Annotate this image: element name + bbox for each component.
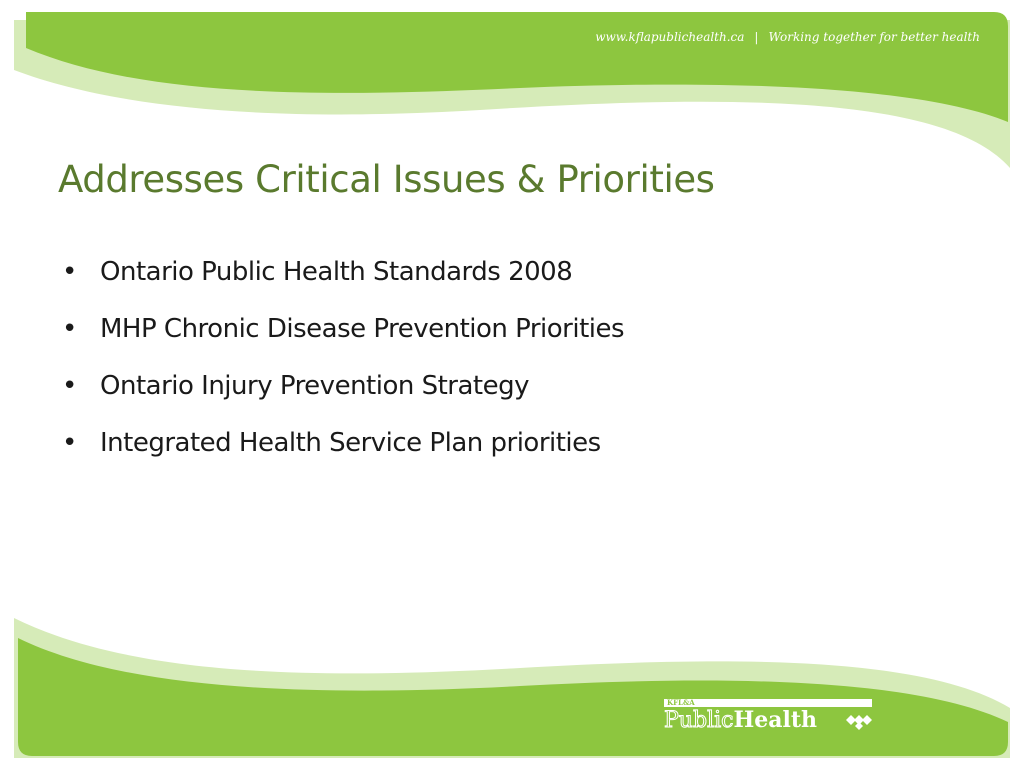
bullet-list	[62, 250, 624, 478]
logo-kfla-text: KFL&A	[667, 698, 695, 707]
footer-banner	[0, 600, 1024, 768]
slide-title: Addresses Critical Issues & Priorities	[58, 158, 715, 201]
bullet-item: • Ontario Public Health Standards 2008	[62, 250, 624, 307]
logo-public-text: Public	[664, 708, 734, 733]
header-separator: |	[754, 30, 759, 44]
bullet-item: • MHP Chronic Disease Prevention Priorities	[62, 307, 624, 364]
header-slogan: Working together for better health	[768, 30, 980, 44]
header-banner	[0, 0, 1024, 180]
header-tagline	[595, 30, 980, 44]
bullet-item: • Ontario Injury Prevention Strategy	[62, 364, 624, 421]
logo-wordmark	[664, 707, 817, 734]
logo-health-text: Health	[733, 707, 818, 733]
header-website-link[interactable]: www.kflapublichealth.ca	[595, 30, 745, 44]
logo-bar	[664, 699, 872, 707]
bullet-item: • Integrated Health Service Plan priorities	[62, 421, 624, 478]
logo-diamond-icon	[846, 711, 872, 731]
kfla-public-health-logo	[664, 697, 874, 737]
